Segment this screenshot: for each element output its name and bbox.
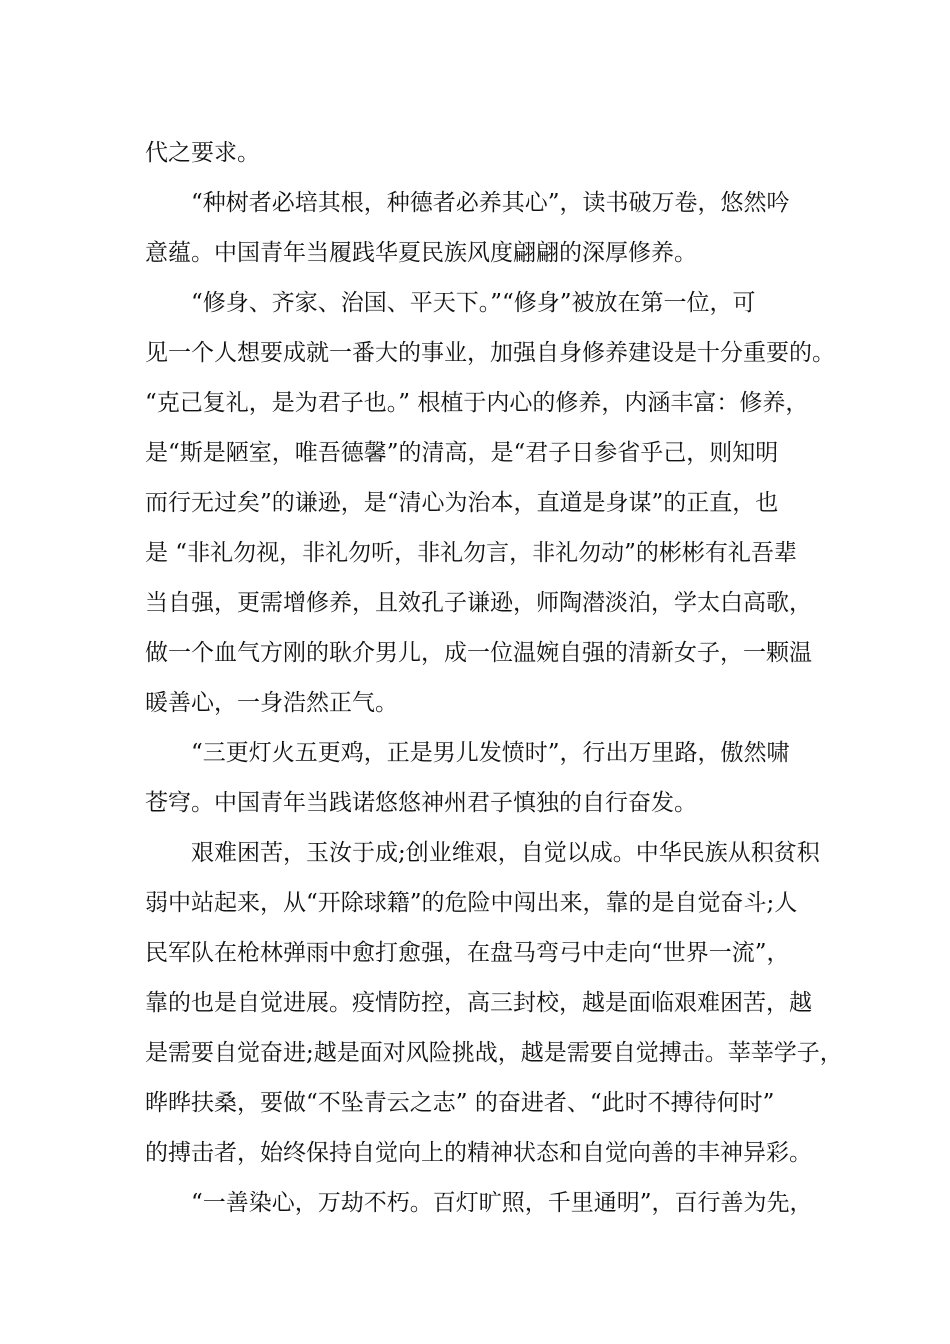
text-line: 做一个血气方刚的耿介男儿，成一位温婉自强的清新女子，一颗温 [145, 640, 812, 666]
text-line: 的搏击者，始终保持自觉向上的精神状态和自觉向善的丰神异彩。 [145, 1140, 812, 1166]
text-line: 艰难困苦，玉汝于成;创业维艰，自觉以成。中华民族从积贫积 [191, 840, 820, 866]
text-line: 当自强，更需增修养，且效孔子谦逊，师陶潜淡泊，学太白高歌， [145, 590, 812, 616]
text-line: 代之要求。 [145, 140, 260, 166]
text-line: “一善染心，万劫不朽。百灯旷照，千里通明”，百行善为先， [191, 1190, 813, 1216]
text-line: “种树者必培其根，种德者必养其心”，读书破万卷，悠然吟 [191, 190, 790, 216]
text-line: 靠的也是自觉进展。疫情防控，高三封校，越是面临艰难困苦，越 [145, 990, 812, 1016]
text-line: “修身、齐家、治国、平天下。”“修身”被放在第一位，可 [191, 290, 756, 316]
text-line: 弱中站起来，从“开除球籍”的危险中闯出来，靠的是自觉奋斗;人 [145, 890, 798, 916]
text-line: 见一个人想要成就一番大的事业，加强自身修养建设是十分重要的。 [145, 340, 835, 366]
text-line: 是需要自觉奋进;越是面对风险挑战，越是需要自觉搏击。莘莘学子， [145, 1040, 843, 1066]
body-text [145, 128, 843, 1228]
text-line: “克己复礼，是为君子也。” 根植于内心的修养，内涵丰富：修养， [145, 390, 809, 416]
text-line: 意蕴。中国青年当履践华夏民族风度翩翩的深厚修养。 [145, 240, 697, 266]
text-line: 苍穹。中国青年当践诺悠悠神州君子慎独的自行奋发。 [145, 790, 697, 816]
text-line: 而行无过矣”的谦逊，是“清心为治本，直道是身谋”的正直，也 [145, 490, 779, 516]
text-line: 是 “非礼勿视，非礼勿听，非礼勿言，非礼勿动”的彬彬有礼吾辈 [145, 540, 797, 566]
text-line: 是“斯是陋室，唯吾德馨”的清高，是“君子日参省乎己，则知明 [145, 440, 779, 466]
text-line: 晔晔扶桑，要做“不坠青云之志” 的奋进者、“此时不搏待何时” [145, 1090, 775, 1116]
text-line: 民军队在枪林弹雨中愈打愈强，在盘马弯弓中走向“世界一流”， [145, 940, 790, 966]
text-line: 暖善心，一身浩然正气。 [145, 690, 398, 716]
text-line: “三更灯火五更鸡，正是男儿发愤时”，行出万里路，傲然啸 [191, 740, 790, 766]
